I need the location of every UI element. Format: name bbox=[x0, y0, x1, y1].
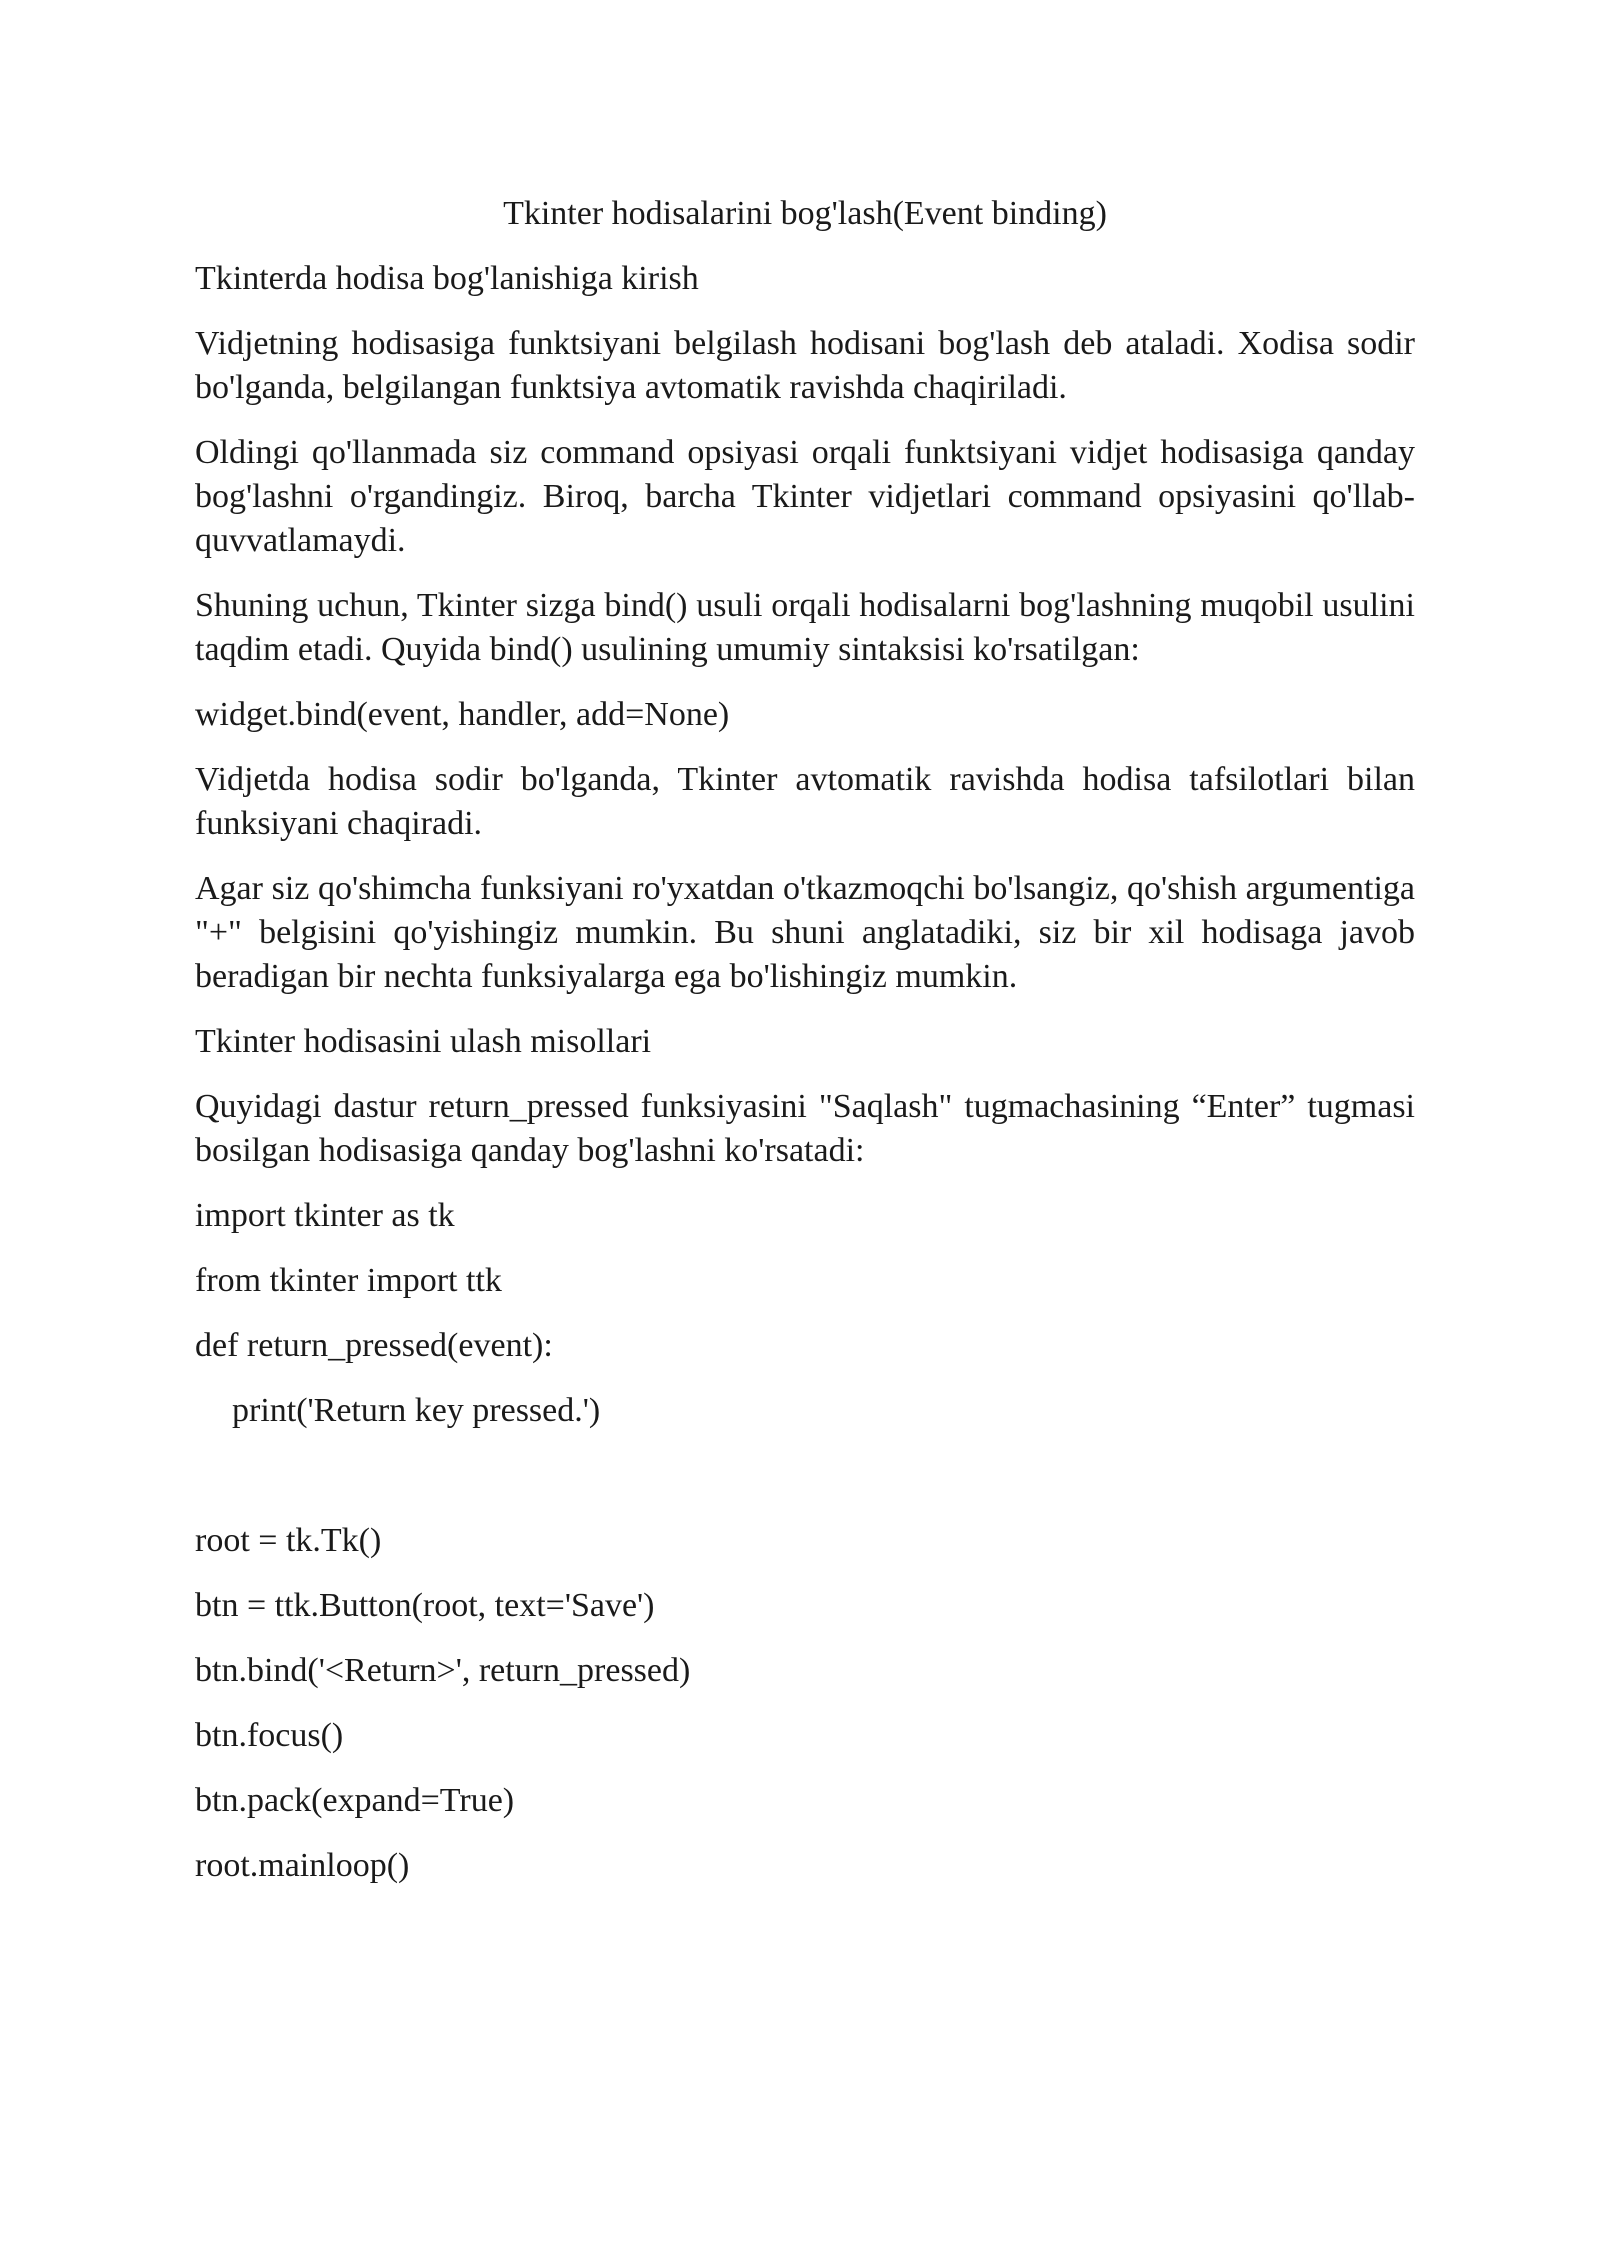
section-heading-intro: Tkinterda hodisa bog'lanishiga kirish bbox=[195, 260, 699, 297]
section-heading-examples: Tkinter hodisasini ulash misollari bbox=[195, 1023, 652, 1060]
paragraph-bind-method: Shuning uchun, Tkinter sizga bind() usuli orqali hodisalarni bog'lashning muqobil usulini taqdim etadi. Quyida bind() usulining umumiy sintaksisi ko'rsatilgan: bbox=[195, 587, 1415, 668]
paragraph-event-call: Vidjetda hodisa sodir bo'lganda, Tkinter avtomatik ravishda hodisa tafsilotlari bilan funksiyani chaqiradi. bbox=[195, 761, 1415, 842]
bind-syntax: widget.bind(event, handler, add=None) bbox=[195, 696, 730, 733]
code-line: btn.pack(expand=True) bbox=[195, 1782, 515, 1819]
code-line: root = tk.Tk() bbox=[195, 1522, 382, 1559]
code-line: def return_pressed(event): bbox=[195, 1327, 553, 1364]
document-title: Tkinter hodisalarini bog'lash(Event binding) bbox=[503, 195, 1107, 232]
code-line: from tkinter import ttk bbox=[195, 1262, 502, 1299]
code-line: btn = ttk.Button(root, text='Save') bbox=[195, 1587, 655, 1624]
paragraph-add-argument: Agar siz qo'shimcha funksiyani ro'yxatdan o'tkazmoqchi bo'lsangiz, qo'shish argumentiga "+" belgisini qo'yishingiz mumkin. Bu shuni anglatadiki, siz bir xil hodisaga javob beradigan bir nechta funksiyalarga ega bo'lishingiz mumkin. bbox=[195, 870, 1415, 995]
paragraph-command-option: Oldingi qo'llanmada siz command opsiyasi orqali funktsiyani vidjet hodisasiga qanday bog'lashni o'rgandingiz. Biroq, barcha Tkinter vidjetlari command opsiyasini qo'llab-quvvatlamaydi. bbox=[195, 434, 1415, 559]
paragraph-definition: Vidjetning hodisasiga funktsiyani belgilash hodisani bog'lash deb ataladi. Xodisa sodir bo'lganda, belgilangan funktsiya avtomatik ravishda chaqiriladi. bbox=[195, 325, 1415, 406]
blank-line bbox=[195, 1454, 1415, 1519]
paragraph-example-intro: Quyidagi dastur return_pressed funksiyasini "Saqlash" tugmachasining “Enter” tugmasi bosilgan hodisasiga qanday bog'lashni ko'rsatadi: bbox=[195, 1088, 1415, 1169]
document-page bbox=[195, 192, 1415, 1909]
code-line: btn.focus() bbox=[195, 1717, 344, 1754]
code-line: root.mainloop() bbox=[195, 1847, 410, 1884]
code-line: import tkinter as tk bbox=[195, 1197, 455, 1234]
code-line: print('Return key pressed.') bbox=[232, 1392, 601, 1429]
code-line: btn.bind('<Return>', return_pressed) bbox=[195, 1652, 691, 1689]
